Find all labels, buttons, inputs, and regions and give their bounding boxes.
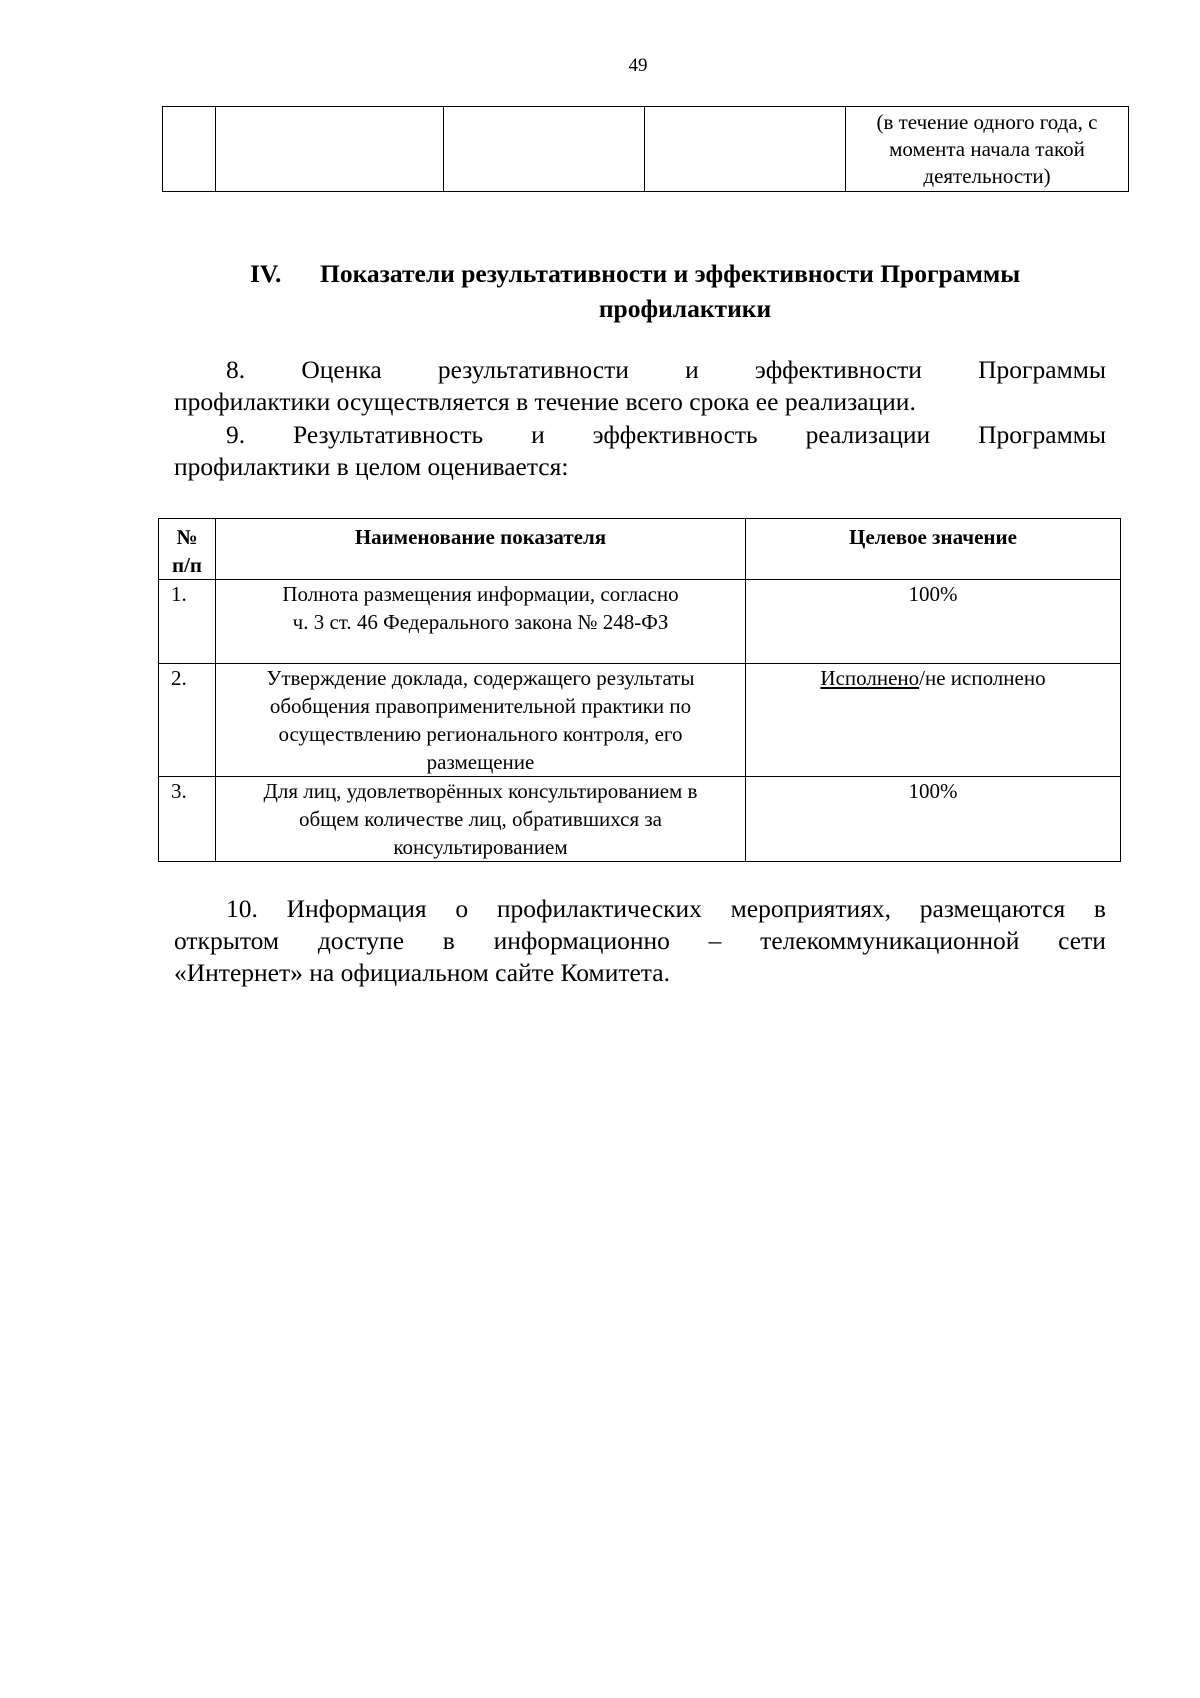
word: в	[442, 926, 455, 955]
paragraph-10-line2	[174, 925, 1106, 957]
carryover-cell	[216, 107, 444, 192]
row-name-line: Для лиц, удовлетворённых консультированием в	[263, 779, 698, 803]
row-name-line: размещение	[426, 750, 535, 774]
target-rest: /не исполнено	[919, 666, 1046, 690]
header-number	[159, 519, 216, 580]
row-number: 3.	[159, 777, 216, 862]
word: открытом	[174, 926, 280, 955]
carryover-cell	[645, 107, 846, 192]
carryover-cell	[444, 107, 645, 192]
paragraph-9-line1	[174, 419, 1106, 451]
carryover-note-cell	[846, 107, 1129, 192]
note-line: (в течение одного года, с	[876, 110, 1098, 134]
carryover-row	[163, 107, 1129, 192]
word: информационно	[493, 926, 670, 955]
row-target: 100%	[746, 580, 1121, 664]
table-row	[159, 664, 1121, 777]
word: телекоммуникационной	[760, 926, 1020, 955]
word: эффективности	[754, 355, 922, 384]
section-number: IV.	[250, 259, 282, 288]
word: 9.	[226, 420, 246, 449]
word: Результативность	[293, 420, 484, 449]
word: и	[531, 420, 545, 449]
word: мероприятиях,	[730, 894, 892, 923]
indicators-table	[158, 518, 1121, 862]
word: профилактических	[496, 894, 702, 923]
row-name	[216, 580, 746, 664]
paragraph-8-line2: профилактики осуществляется в течение всего срока ее реализации.	[174, 387, 916, 416]
word: Программы	[978, 420, 1106, 449]
row-name-line: Полнота размещения информации, согласно	[282, 582, 679, 606]
word: реализации	[805, 420, 931, 449]
word: Программы	[978, 355, 1106, 384]
row-name-line: ч. 3 ст. 46 Федерального закона № 248-ФЗ	[292, 610, 669, 634]
header-number-line1: №	[176, 525, 198, 549]
paragraph-10-line1	[174, 893, 1106, 925]
table-row	[159, 777, 1121, 862]
word: сети	[1058, 926, 1106, 955]
word: результативности	[437, 355, 629, 384]
header-name: Наименование показателя	[216, 519, 746, 580]
row-name-line: осуществлению регионального контроля, его	[278, 722, 683, 746]
header-target: Целевое значение	[746, 519, 1121, 580]
row-number: 1.	[159, 580, 216, 664]
row-name-line: консультированием	[393, 835, 568, 859]
section-title-line2: профилактики	[598, 294, 772, 323]
word: –	[708, 926, 722, 955]
paragraph-9	[174, 419, 1106, 483]
page-number: 49	[628, 55, 648, 76]
section-title-line1: Показатели результативности и эффективности Программы	[320, 259, 1021, 288]
word: 10.	[226, 894, 258, 923]
word: в	[1093, 894, 1106, 923]
word: Оценка	[301, 355, 382, 384]
word: эффективность	[592, 420, 758, 449]
row-name-line: Утверждение доклада, содержащего результаты	[266, 666, 695, 690]
row-name-line: общем количестве лиц, обратившихся за	[299, 807, 662, 831]
word: о	[455, 894, 469, 923]
row-number: 2.	[159, 664, 216, 777]
note-line: деятельности)	[923, 164, 1051, 188]
paragraph-10	[174, 893, 1106, 989]
word: и	[685, 355, 699, 384]
word: доступе	[317, 926, 405, 955]
carryover-table	[162, 106, 1129, 192]
header-number-line2: п/п	[171, 553, 203, 577]
paragraph-8-line1	[174, 354, 1106, 386]
table-header-row	[159, 519, 1121, 580]
paragraph-9-line2: профилактики в целом оценивается:	[174, 452, 569, 481]
note-line: момента начала такой	[889, 137, 1085, 161]
target-underlined: Исполнено	[820, 666, 920, 690]
word: 8.	[226, 355, 246, 384]
paragraph-8	[174, 354, 1106, 418]
row-target	[746, 664, 1121, 777]
carryover-cell	[163, 107, 216, 192]
row-name-line: обобщения правоприменительной практики по	[269, 694, 692, 718]
table-row	[159, 580, 1121, 664]
word: Информация	[286, 894, 427, 923]
row-name	[216, 664, 746, 777]
section-heading	[250, 256, 1110, 326]
word: размещаются	[919, 894, 1066, 923]
row-name	[216, 777, 746, 862]
paragraph-10-line3: «Интернет» на официальном сайте Комитета.	[174, 958, 670, 987]
row-target: 100%	[746, 777, 1121, 862]
